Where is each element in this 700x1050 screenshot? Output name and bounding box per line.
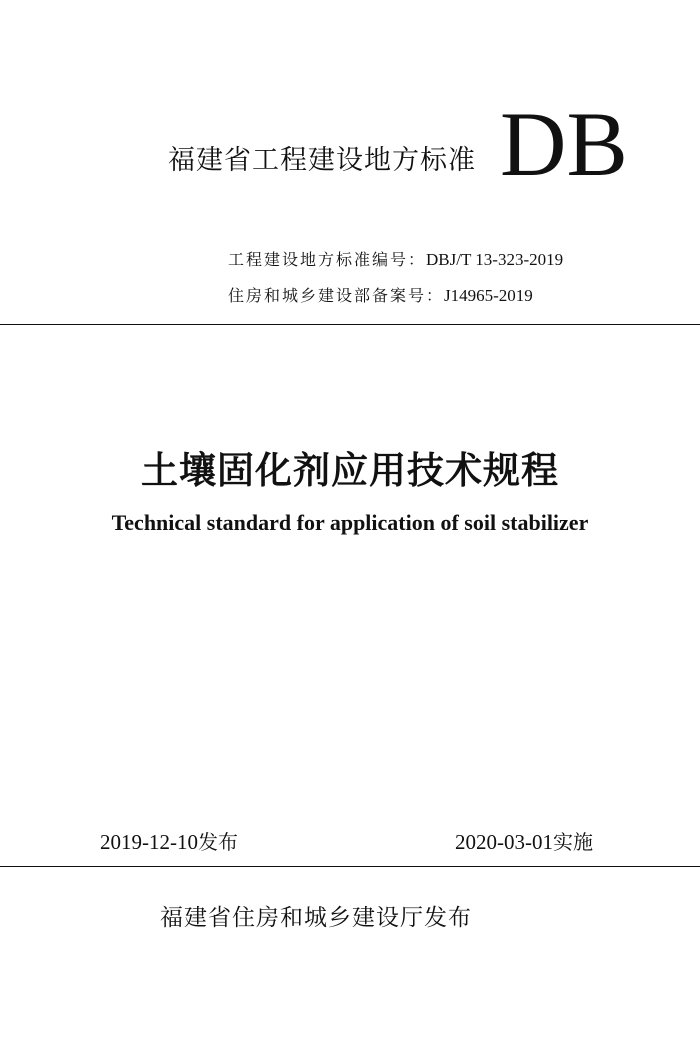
record-number-value: J14965-2019 xyxy=(444,286,533,305)
issue-date-block xyxy=(100,826,238,855)
effective-date: 2020-03-01 xyxy=(455,830,553,854)
standard-number-value: DBJ/T 13-323-2019 xyxy=(426,250,564,269)
document-title-cn: 土壤固化剂应用技术规程 xyxy=(141,448,559,492)
publisher: 福建省住房和城乡建设厅发布 xyxy=(160,905,472,931)
db-mark: DB xyxy=(500,93,628,195)
record-number-line xyxy=(228,283,533,306)
effective-date-block xyxy=(455,826,593,855)
bottom-divider xyxy=(0,866,700,867)
standard-number-line xyxy=(228,247,563,270)
standard-category-title: 福建省工程建设地方标准 xyxy=(168,145,476,176)
record-number-label: 住房和城乡建设部备案号： xyxy=(228,286,445,305)
standard-number-label: 工程建设地方标准编号： xyxy=(228,250,427,269)
issue-date: 2019-12-10 xyxy=(100,830,198,854)
effective-label: 实施 xyxy=(553,830,593,854)
document-title-en: Technical standard for application of soil stabilizer xyxy=(111,510,589,535)
issue-label: 发布 xyxy=(198,830,238,854)
top-divider xyxy=(0,324,700,325)
